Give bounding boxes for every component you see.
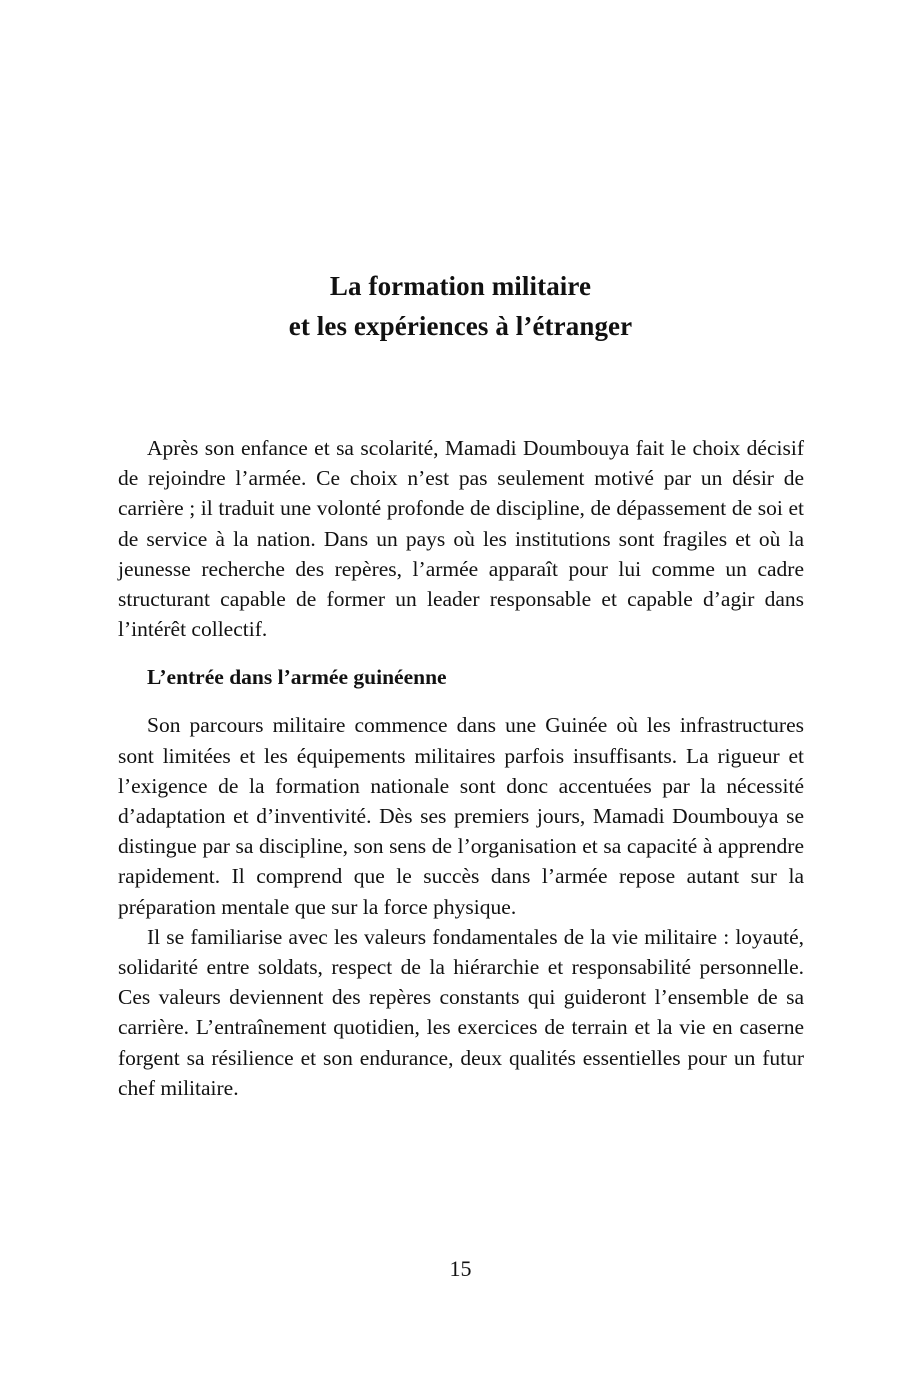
section-paragraph-1: Son parcours militaire commence dans une Guinée où les infrastructures sont limitées et les équipements militaires parfois insuffisants. La rigueur et l’exigence de la formation nationale sont donc accentuées par la nécessité d’adaptation et d’inventivité. Dès ses premiers jours, Mamadi Doumbouya se distingue par sa discipline, son sens de l’organisation et sa capacité à apprendre rapidement. Il comprend que le succès dans l’armée repose autant sur la préparation mentale que sur la force physique.: [118, 713, 804, 919]
chapter-title-line-1: La formation militaire: [329, 271, 592, 301]
page-number: 15: [449, 1256, 472, 1281]
section-paragraph-2: Il se familiarise avec les valeurs fondamentales de la vie militaire : loyauté, solidarité entre soldats, respect de la hiérarchie et responsabilité personnelle. Ces valeurs deviennent des repères constants qui guideront l’ensemble de sa carrière. L’entraînement quotidien, les exercices de terrain et la vie en caserne forgent sa résilience et son endurance, deux qualités essentielles pour un futur chef militaire.: [118, 924, 804, 1100]
body-text: [118, 433, 804, 1103]
section-heading: L’entrée dans l’armée guinéenne: [147, 665, 447, 690]
chapter-title-line-2: et les expériences à l’étranger: [288, 311, 633, 341]
chapter-title: [0, 266, 921, 346]
intro-paragraph: Après son enfance et sa scolarité, Mamadi Doumbouya fait le choix décisif de rejoindre l’armée. Ce choix n’est pas seulement motivé par un désir de carrière ; il traduit une volonté profonde de discipline, de dépassement de soi et de service à la nation. Dans un pays où les institutions sont fragiles et où la jeunesse recherche des repères, l’armée apparaît pour lui comme un cadre structurant capable de former un leader responsable et capable d’agir dans l’intérêt collectif.: [118, 436, 804, 642]
